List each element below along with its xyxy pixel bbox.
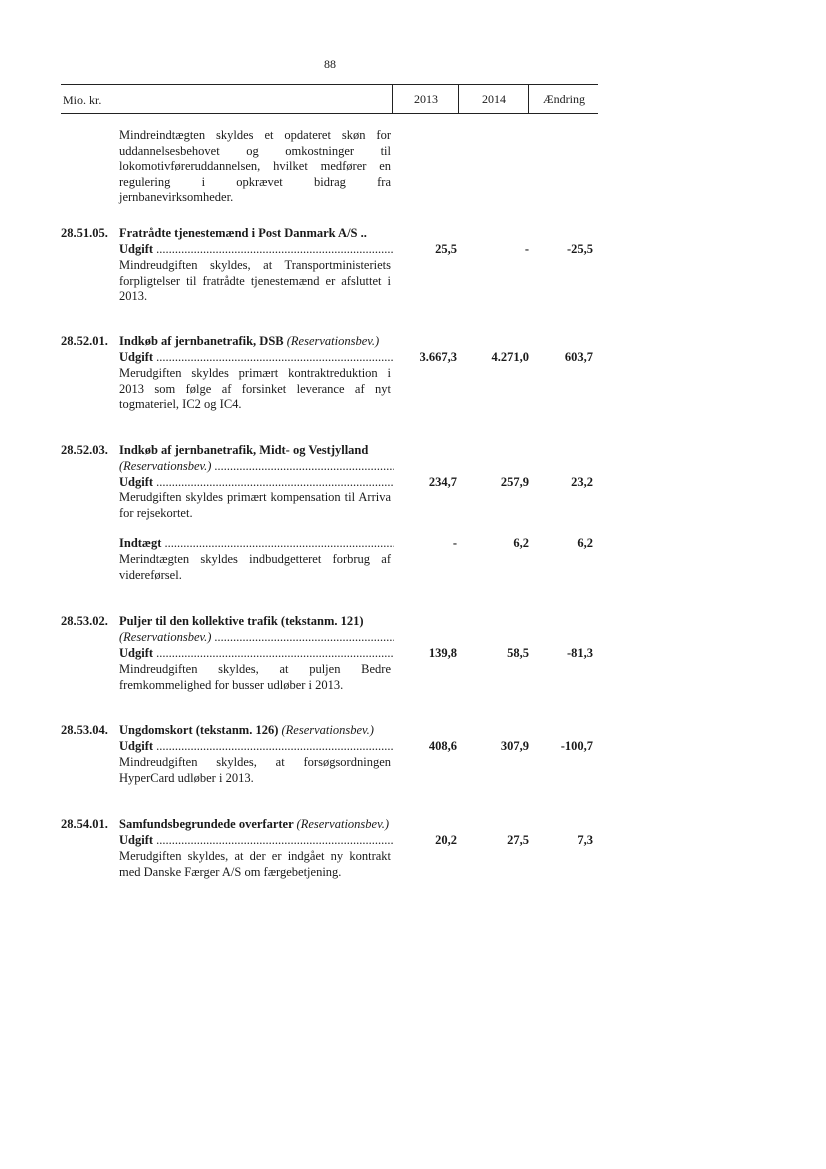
account-code: 28.54.01.	[61, 817, 108, 831]
value-2014: 58,5	[507, 646, 529, 660]
item-subtitle: (Reservationsbev.) .....	[119, 459, 394, 474]
line-label: Udgift .....	[119, 475, 394, 490]
line-label: Udgift .....	[119, 350, 394, 365]
value-2014: 6,2	[513, 536, 529, 550]
value-2013: 3.667,3	[419, 350, 457, 364]
value-2013: -	[452, 536, 457, 550]
value-change: -25,5	[566, 242, 593, 256]
value-2013: 25,5	[435, 242, 457, 256]
item-explanation: Merudgiften skyldes, at der er indgået ny kontrakt med Danske Færger A/S om færgebetjening.	[119, 849, 391, 879]
column-2013: 2013	[392, 85, 459, 113]
account-code: 28.53.04.	[61, 723, 108, 737]
value-2014: 27,5	[507, 833, 529, 847]
account-code: 28.53.02.	[61, 614, 108, 628]
item-explanation: Mindreudgiften skyldes, at forsøgsordningen HyperCard udløber i 2013.	[119, 755, 391, 785]
line-label-income: Indtægt .....	[119, 536, 394, 551]
item-explanation: Merudgiften skyldes primært kontraktreduktion i 2013 som følge af forsinket leverance af nyt togmateriel, IC2 og IC4.	[119, 366, 391, 411]
line-label: Udgift .....	[119, 646, 394, 661]
value-2013: 139,8	[428, 646, 457, 660]
item-title: Indkøb af jernbanetrafik, Midt- og Vestjylland	[119, 443, 369, 457]
page-number: 88	[324, 57, 336, 71]
value-change: 603,7	[564, 350, 593, 364]
line-label: Udgift .....	[119, 833, 394, 848]
value-2014: 4.271,0	[491, 350, 529, 364]
account-code: 28.52.03.	[61, 443, 108, 457]
table-header	[61, 84, 598, 114]
column-2014: 2014	[458, 85, 529, 113]
value-change: -81,3	[566, 646, 593, 660]
line-label: Udgift .....	[119, 242, 394, 257]
item-title: Indkøb af jernbanetrafik, DSB (Reservationsbev.)	[119, 334, 380, 348]
account-code: 28.51.05.	[61, 226, 108, 240]
value-2013: 408,6	[428, 739, 457, 753]
item-explanation: Mindreudgiften skyldes, at Transportministeriets forpligtelser til fratrådte tjenestemænd er afsluttet i 2013.	[119, 258, 391, 303]
item-subtitle: (Reservationsbev.) .....	[119, 630, 394, 645]
value-2014: -	[524, 242, 529, 256]
column-change: Ændring	[528, 85, 599, 113]
item-title: Fratrådte tjenestemænd i Post Danmark A/S ..	[119, 226, 367, 240]
item-title: Puljer til den kollektive trafik (tekstanm. 121)	[119, 614, 364, 628]
item-title: Ungdomskort (tekstanm. 126) (Reservationsbev.)	[119, 723, 374, 737]
value-2013: 20,2	[435, 833, 457, 847]
value-change: -100,7	[560, 739, 593, 753]
item-explanation: Merindtægten skyldes indbudgetteret forbrug af videreførsel.	[119, 552, 391, 582]
account-code: 28.52.01.	[61, 334, 108, 348]
value-2013: 234,7	[428, 475, 457, 489]
value-change: 6,2	[577, 536, 593, 550]
line-label: Udgift .....	[119, 739, 394, 754]
value-2014: 307,9	[500, 739, 529, 753]
item-explanation: Merudgiften skyldes primært kompensation til Arriva for rejsekortet.	[119, 490, 391, 520]
value-change: 23,2	[571, 475, 593, 489]
unit-label: Mio. kr.	[63, 93, 102, 107]
value-change: 7,3	[577, 833, 593, 847]
item-title: Samfundsbegrundede overfarter (Reservationsbev.)	[119, 817, 389, 831]
value-2014: 257,9	[500, 475, 529, 489]
item-explanation: Mindreudgiften skyldes, at puljen Bedre fremkommelighed for busser udløber i 2013.	[119, 662, 391, 692]
intro-text: Mindreindtægten skyldes et opdateret skøn for uddannelsesbehovet og omkostninger til lokomotivføreruddannelsen, hvilket medfører en regulering i opkrævet bidrag fra jernbanevirksomheder.	[119, 128, 391, 204]
